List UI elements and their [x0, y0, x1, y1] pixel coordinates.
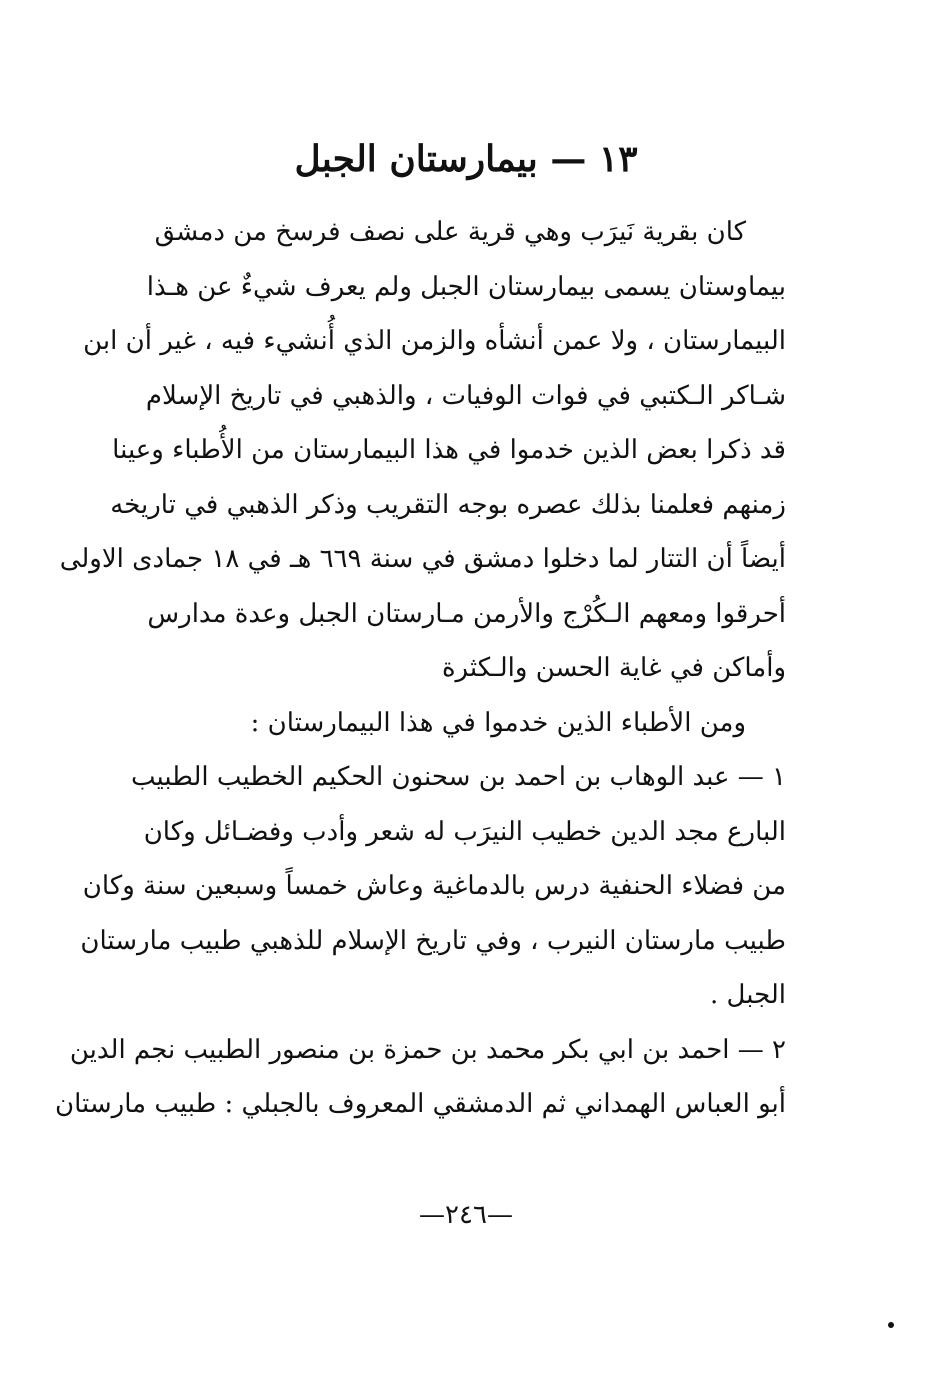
text-line: أبو العباس الهمداني ثم الدمشقي المعروف بالجبلي : طبيب مارستان [55, 1089, 786, 1119]
body-text [55, 205, 786, 1132]
text-line: بيماوستان يسمى بيمارستان الجبل ولم يعرف شيءٌ عن هـذا [146, 271, 786, 302]
text-line: من فضلاء الحنفية درس بالدماغية وعاش خمساً وسبعين سنة وكان [82, 871, 786, 901]
text-line: أيضاً أن التتار لما دخلوا دمشق في سنة ٦٦٩ هـ في ١٨ جمادى الاولى [59, 544, 786, 574]
text-line: ٢ — احمد بن ابي بكر محمد بن حمزة بن منصور الطبيب نجم الدين [69, 1034, 786, 1065]
text-line: وأماكن في غاية الحسن والـكثرة [441, 653, 786, 683]
text-line: شـاكر الـكتبي في فوات الوفيات ، والذهبي في تاريخ الإسلام [145, 380, 786, 411]
text-line: زمنهم فعلمنا بذلك عصره بوجه التقريب وذكر الذهبي في تاريخه [110, 489, 786, 520]
text-line: البارع مجد الدين خطيب النيرَب له شعر وأدب وفضـائل وكان [143, 816, 786, 847]
text-line: ١ — عبد الوهاب بن احمد بن سحنون الحكيم الخطيب الطبيب [130, 762, 786, 792]
text-line: قد ذكرا بعض الذين خدموا في هذا البيمارستان من الأُطباء وعينا [112, 435, 786, 465]
text-line: ومن الأطباء الذين خدموا في هذا البيمارستان : [250, 707, 746, 738]
text-line: أحرقوا ومعهم الـكُرْج والأرمن مـارستان الجبل وعدة مدارس [147, 598, 786, 629]
text-line: الجبل . [710, 980, 786, 1010]
text-line: كان بقرية نَيرَب وهي قرية على نصف فرسخ من دمشق [154, 217, 746, 247]
page-number: —٢٤٦— [419, 1200, 513, 1230]
ink-dot [888, 1322, 894, 1328]
chapter-title: ١٣ — بيمارستان الجبل [294, 138, 638, 180]
text-line: طبيب مارستان النيرب ، وفي تاريخ الإسلام للذهبي طبيب مارستان [80, 925, 786, 956]
text-line: البيمارستان ، ولا عمن أنشأه والزمن الذي أُنشيء فيه ، غير أن ابن [83, 326, 786, 356]
